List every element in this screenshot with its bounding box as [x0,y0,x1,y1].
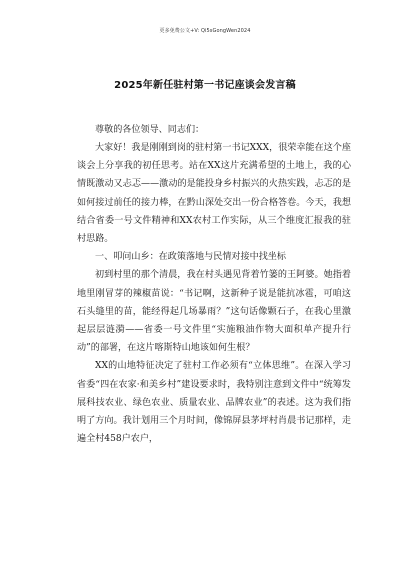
section-heading-1: 一、叩问山乡：在政策落地与民情对接中找坐标 [95,252,286,263]
paragraph-mountain-features: XX的山地特征决定了驻村工作必须有“立体思维”。在深入学习省委“四在农家·和美乡村”建设要求时，我特别注意到文件中“统筹发展科技农业、绿色农业、质量农业、品牌农业”的表述。这为我们指明了方向。我计划用三个月时间，像锦屏县茅坪村肖晨书记那样，走遍全村458户农户， [77,361,351,445]
document-body [77,139,351,448]
paragraph-greeting: 大家好！我是刚刚到岗的驻村第一书记XXX，很荣幸能在这个座谈会上分享我的初任思考。站在XX这片充满希望的土地上，我的心情既激动又忐忑——激动的是能投身乡村振兴的火热实践，忐忑的是如何接过前任的接力棒，在黔山深处交出一份合格答卷。今天，我想结合省委一号文件精神和XX农村工作实际，从三个维度汇报我的驻村思路。 [77,143,351,245]
document-title: 2025年新任驻村第一书记座谈会发言稿 [114,80,296,91]
header-note: 更多免费公文+V: Qi5sGongWen2024 [159,28,251,34]
paragraph-village-morning: 初到村里的那个清晨，我在村头遇见背着竹篓的王阿婆。她指着地里刚冒芽的辣椒苗说：“书记啊，这新种子说是能抗冰雹，可咱这石头缝里的苗，能经得起几场暴雨？”这句话像颗石子，在我心里激起层层涟漪——省委一号文件里“实施粮油作物大面积单产提升行动”的部署，在这片喀斯特山地该如何生根？ [77,270,351,354]
salutation: 尊敬的各位领导、同志们： [95,125,205,135]
